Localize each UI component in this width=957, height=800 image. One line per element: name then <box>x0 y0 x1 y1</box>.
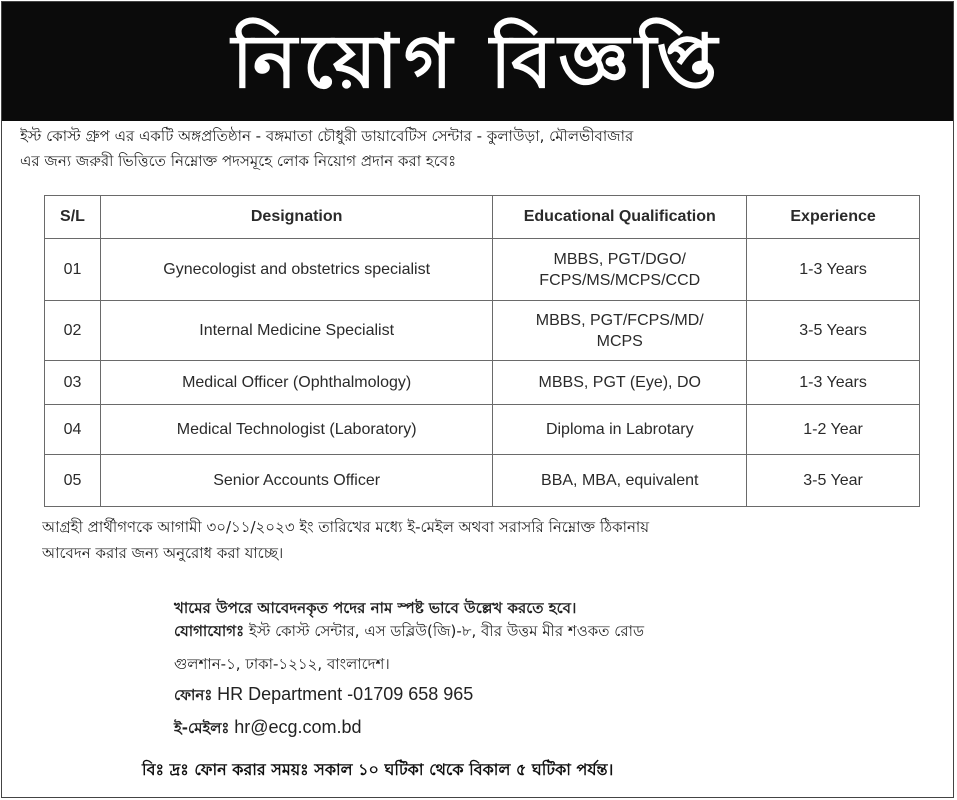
address-line-1 <box>174 620 644 645</box>
envelope-note: খামের উপরে আবেদনকৃত পদের নাম স্পষ্ট ভাবে উল্লেখ করতে হবে। <box>174 599 577 617</box>
application-line-1: আগ্রহী প্রার্থীগণকে আগামী ৩০/১১/২০২৩ ইং তারিখের মধ্যে ই-মেইল অথবা সরাসরি নিম্নোক্ত ঠিকানায় <box>42 518 650 536</box>
job-advertisement <box>1 1 954 798</box>
cell-sl: 03 <box>45 361 101 405</box>
column-header-qualification: Educational Qualification <box>493 196 747 239</box>
cell-sl: 01 <box>45 239 101 301</box>
page-title: নিয়োগ বিজ্ঞপ্তি <box>231 18 724 105</box>
cell-experience: 1-3 Years <box>747 361 920 405</box>
application-line-2: আবেদন করার জন্য অনুরোধ করা যাচ্ছে। <box>42 544 284 562</box>
column-header-experience: Experience <box>747 196 920 239</box>
cell-experience: 3-5 Years <box>747 301 920 361</box>
table-row <box>45 301 920 361</box>
qualification-line: MCPS <box>596 332 643 350</box>
cell-designation: Medical Officer (Ophthalmology) <box>100 361 492 405</box>
cell-qualification <box>493 301 747 361</box>
intro-line-2: এর জন্য জরুরী ভিত্তিতে নিম্নোক্ত পদসমূহে লোক নিয়োগ প্রদান করা হবেঃ <box>20 152 457 170</box>
address-text: ইস্ট কোস্ট সেন্টার, এস ডব্লিউ(জি)-৮, বীর উত্তম মীর শওকত রোড <box>248 622 645 640</box>
cell-designation: Gynecologist and obstetrics specialist <box>100 239 492 301</box>
intro-line-1: ইস্ট কোস্ট গ্রুপ এর একটি অঙ্গপ্রতিষ্ঠান - বঙ্গমাতা চৌধুরী ডায়াবেটিস সেন্টার - কুলাউড়া, মৌলভীবাজার <box>20 127 634 145</box>
cell-sl: 04 <box>45 405 101 455</box>
column-header-designation: Designation <box>100 196 492 239</box>
cell-designation: Senior Accounts Officer <box>100 455 492 507</box>
column-header-sl: S/L <box>45 196 101 239</box>
qualification-line: MBBS, PGT/DGO/ <box>553 250 686 268</box>
cell-experience: 1-2 Year <box>747 405 920 455</box>
table-row <box>45 239 920 301</box>
cell-designation: Medical Technologist (Laboratory) <box>100 405 492 455</box>
cell-designation: Internal Medicine Specialist <box>100 301 492 361</box>
cell-qualification: MBBS, PGT (Eye), DO <box>493 361 747 405</box>
positions-table <box>44 195 920 507</box>
application-instructions <box>42 514 932 566</box>
cell-sl: 05 <box>45 455 101 507</box>
cell-experience: 1-3 Years <box>747 239 920 301</box>
footer-note: বিঃ দ্রঃ ফোন করার সময়ঃ সকাল ১০ ঘটিকা থেকে বিকাল ৫ ঘটিকা পর্যন্ত। <box>142 760 614 779</box>
email-row <box>174 717 362 742</box>
table-row <box>45 455 920 507</box>
cell-qualification: Diploma in Labrotary <box>493 405 747 455</box>
phone-row <box>174 684 473 709</box>
table-row <box>45 361 920 405</box>
cell-qualification <box>493 239 747 301</box>
table-row <box>45 405 920 455</box>
email-label: ই-মেইলঃ <box>174 719 230 737</box>
cell-experience: 3-5 Year <box>747 455 920 507</box>
qualification-line: MBBS, PGT/FCPS/MD/ <box>535 311 704 329</box>
cell-qualification: BBA, MBA, equivalent <box>493 455 747 507</box>
qualification-line: FCPS/MS/MCPS/CCD <box>539 271 701 289</box>
email-value: hr@ecg.com.bd <box>234 717 362 737</box>
address-label: যোগাযোগঃ <box>174 622 245 640</box>
phone-value: HR Department -01709 658 965 <box>217 684 474 704</box>
title-banner <box>2 2 953 121</box>
cell-sl: 02 <box>45 301 101 361</box>
intro-paragraph <box>20 124 940 174</box>
address-line-2: গুলশান-১, ঢাকা-১২১২, বাংলাদেশ। <box>174 655 390 673</box>
table-header-row <box>45 196 920 239</box>
phone-label: ফোনঃ <box>174 686 213 704</box>
